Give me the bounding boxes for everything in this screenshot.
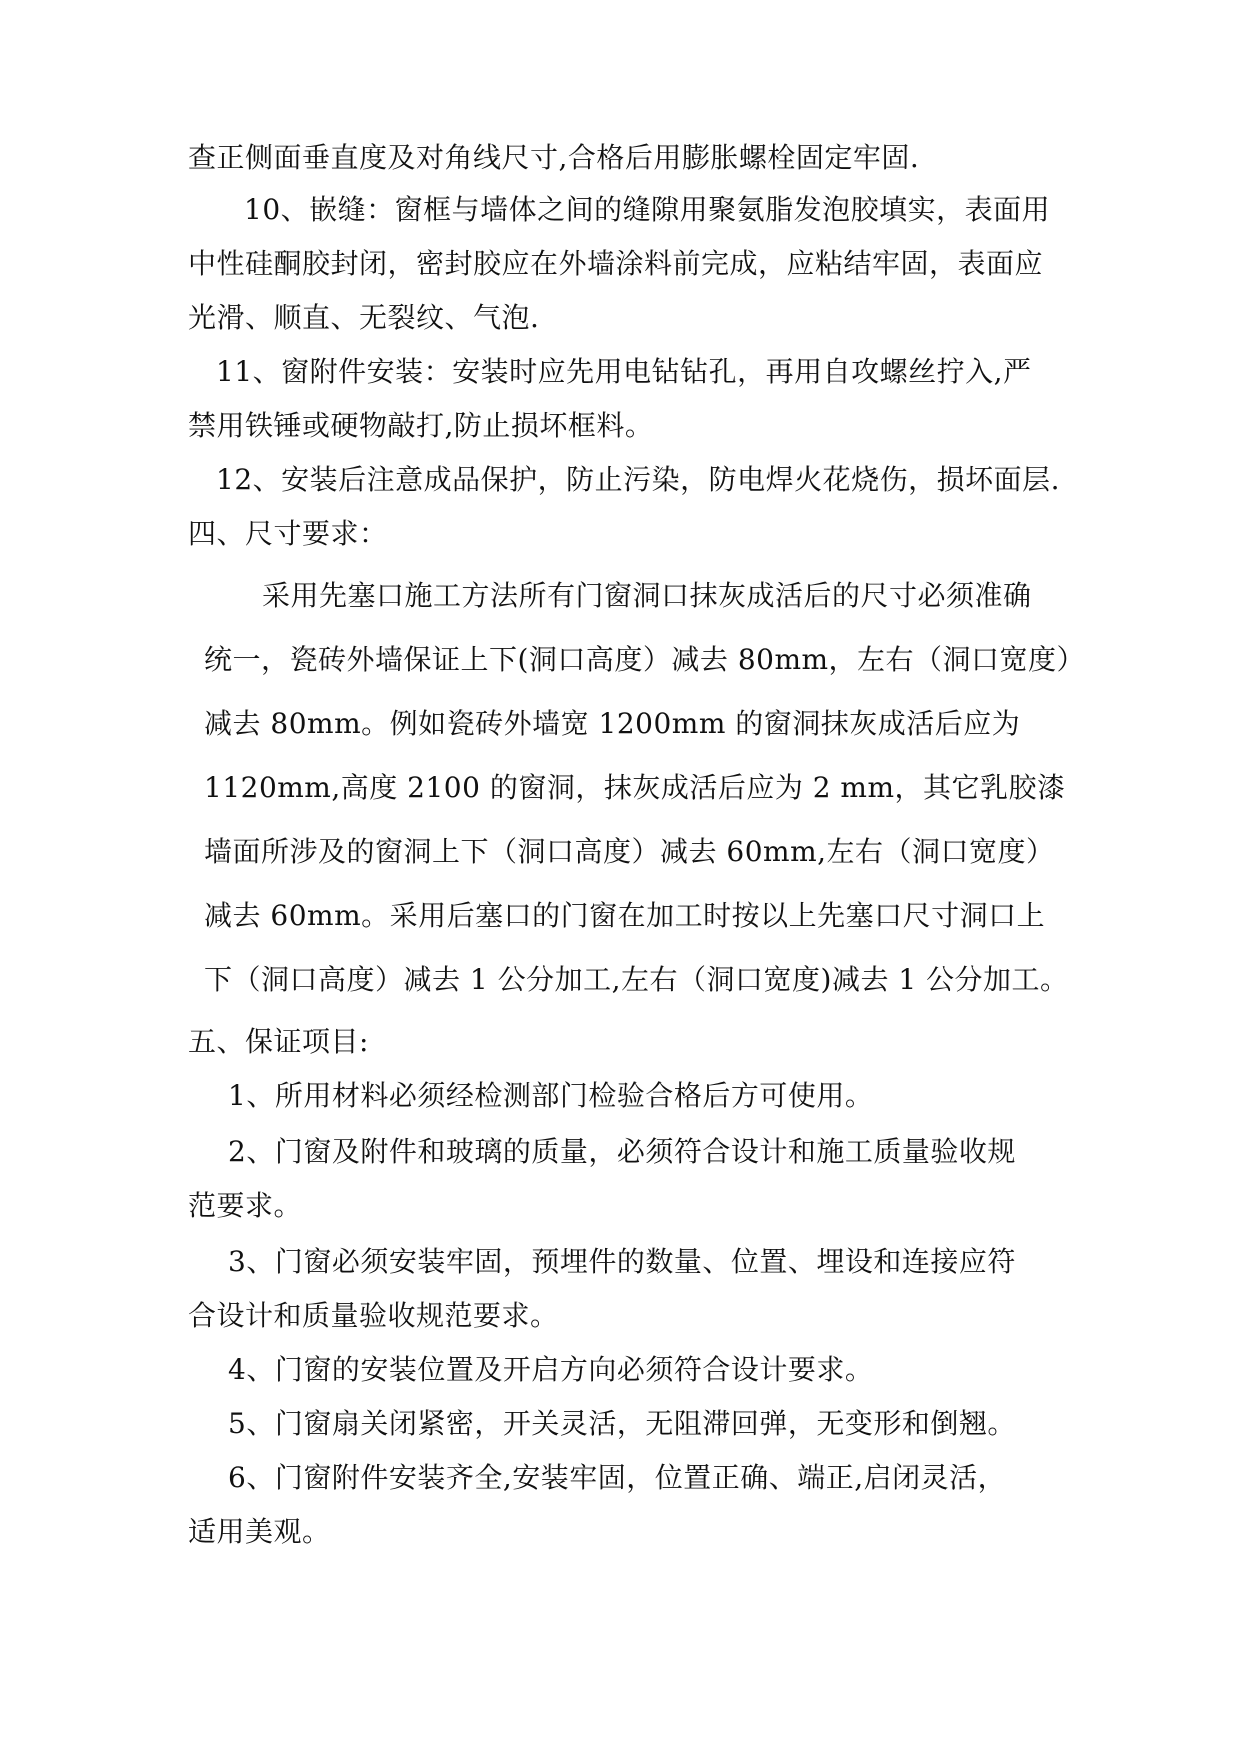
text-line: 采用先塞口施工方法所有门窗洞口抹灰成活后的尺寸必须准确 (262, 579, 1032, 612)
text-line: 4、门窗的安装位置及开启方向必须符合设计要求。 (228, 1353, 874, 1386)
text-line: 下（洞口高度）减去 1 公分加工,左右（洞口宽度)减去 1 公分加工。 (204, 963, 1069, 996)
text-line: 1120mm,高度 2100 的窗洞，抹灰成活后应为 2 mm，其它乳胶漆 (204, 771, 1066, 804)
text-line: 12、安装后注意成品保护，防止污染，防电焊火花烧伤，损坏面层. (216, 463, 1061, 496)
text-line: 查正侧面垂直度及对角线尺寸,合格后用膨胀螺栓固定牢固. (188, 141, 920, 174)
text-line: 统一，瓷砖外墙保证上下(洞口高度）减去 80mm，左右（洞口宽度） (204, 643, 1086, 676)
text-line: 范要求。 (188, 1189, 303, 1222)
text-line: 光滑、顺直、无裂纹、气泡. (188, 301, 540, 334)
text-line: 适用美观。 (188, 1515, 331, 1548)
section-heading: 四、尺寸要求： (188, 517, 388, 550)
text-line: 1、所用材料必须经检测部门检验合格后方可使用。 (228, 1079, 874, 1112)
text-line: 3、门窗必须安装牢固，预埋件的数量、位置、埋设和连接应符 (228, 1245, 1016, 1278)
text-line: 6、门窗附件安装齐全,安装牢固，位置正确、端正,启闭灵活， (228, 1461, 1007, 1494)
text-line: 10、嵌缝：窗框与墙体之间的缝隙用聚氨脂发泡胶填实，表面用 (244, 193, 1051, 226)
text-line: 11、窗附件安装：安装时应先用电钻钻孔，再用自攻螺丝拧入,严 (216, 355, 1032, 388)
text-line: 减去 80mm。例如瓷砖外墙宽 1200mm 的窗洞抹灰成活后应为 (204, 707, 1021, 740)
text-line: 减去 60mm。采用后塞口的门窗在加工时按以上先塞口尺寸洞口上 (204, 899, 1046, 932)
text-line: 5、门窗扇关闭紧密，开关灵活，无阻滞回弹，无变形和倒翘。 (228, 1407, 1016, 1440)
text-line: 禁用铁锤或硬物敲打,防止损坏框料。 (188, 409, 654, 442)
text-line: 2、门窗及附件和玻璃的质量，必须符合设计和施工质量验收规 (228, 1135, 1016, 1168)
section-heading: 五、保证项目: (188, 1025, 369, 1058)
text-line: 中性硅酮胶封闭，密封胶应在外墙涂料前完成，应粘结牢固，表面应 (188, 247, 1044, 280)
text-line: 墙面所涉及的窗洞上下（洞口高度）减去 60mm,左右（洞口宽度） (204, 835, 1055, 868)
text-line: 合设计和质量验收规范要求。 (188, 1299, 559, 1332)
